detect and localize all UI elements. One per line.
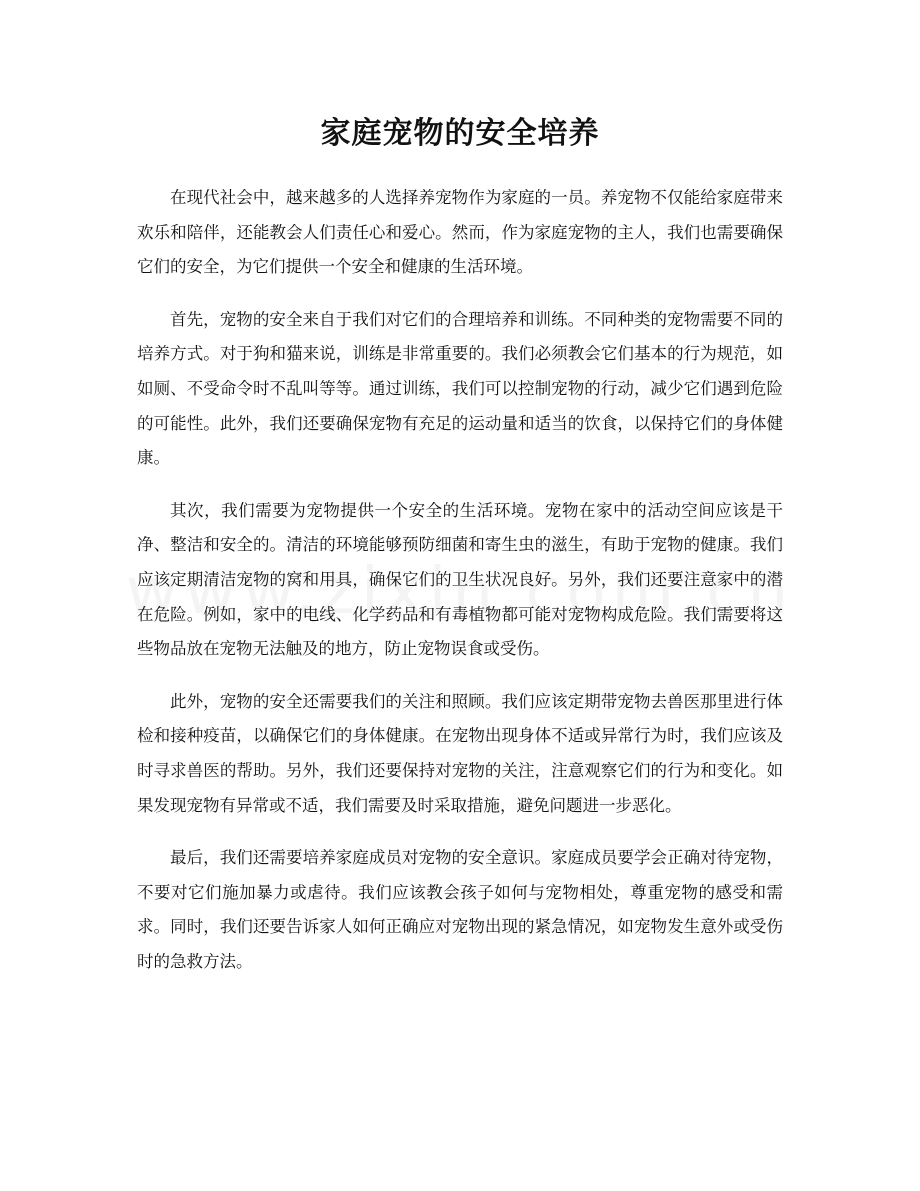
paragraph-awareness: 最后，我们还需要培养家庭成员对宠物的安全意识。家庭成员要学会正确对待宠物，不要对它们施加暴力或虐待。我们应该教会孩子如何与宠物相处，尊重宠物的感受和需求。同时，我们还要告诉家人如何正确应对宠物出现的紧急情况，如宠物发生意外或受伤时的急救方法。 [137,848,783,971]
paragraph-intro: 在现代社会中，越来越多的人选择养宠物作为家庭的一员。养宠物不仅能给家庭带来欢乐和陪伴，还能教会人们责任心和爱心。然而，作为家庭宠物的主人，我们也需要确保它们的安全，为它们提供一个安全和健康的生活环境。 [137,188,783,277]
paragraph-training: 首先，宠物的安全来自于我们对它们的合理培养和训练。不同种类的宠物需要不同的培养方式。对于狗和猫来说，训练是非常重要的。我们必须教会它们基本的行为规范，如如厕、不受命令时不乱叫等等。通过训练，我们可以控制宠物的行动，减少它们遇到危险的可能性。此外，我们还要确保宠物有充足的运动量和适当的饮食，以保持它们的身体健康。 [137,309,783,468]
document-body [137,181,783,997]
paragraph-environment: 其次，我们需要为宠物提供一个安全的生活环境。宠物在家中的活动空间应该是干净、整洁和安全的。清洁的环境能够预防细菌和寄生虫的滋生，有助于宠物的健康。我们应该定期清洁宠物的窝和用具，确保它们的卫生状况良好。另外，我们还要注意家中的潜在危险。例如，家中的电线、化学药品和有毒植物都可能对宠物构成危险。我们需要将这些物品放在宠物无法触及的地方，防止宠物误食或受伤。 [137,500,783,659]
paragraph-care: 此外，宠物的安全还需要我们的关注和照顾。我们应该定期带宠物去兽医那里进行体检和接种疫苗，以确保它们的身体健康。在宠物出现身体不适或异常行为时，我们应该及时寻求兽医的帮助。另外，我们还要保持对宠物的关注，注意观察它们的行为和变化。如果发现宠物有异常或不适，我们需要及时采取措施，避免问题进一步恶化。 [137,691,783,815]
page-title: 家庭宠物的安全培养 [320,116,600,151]
